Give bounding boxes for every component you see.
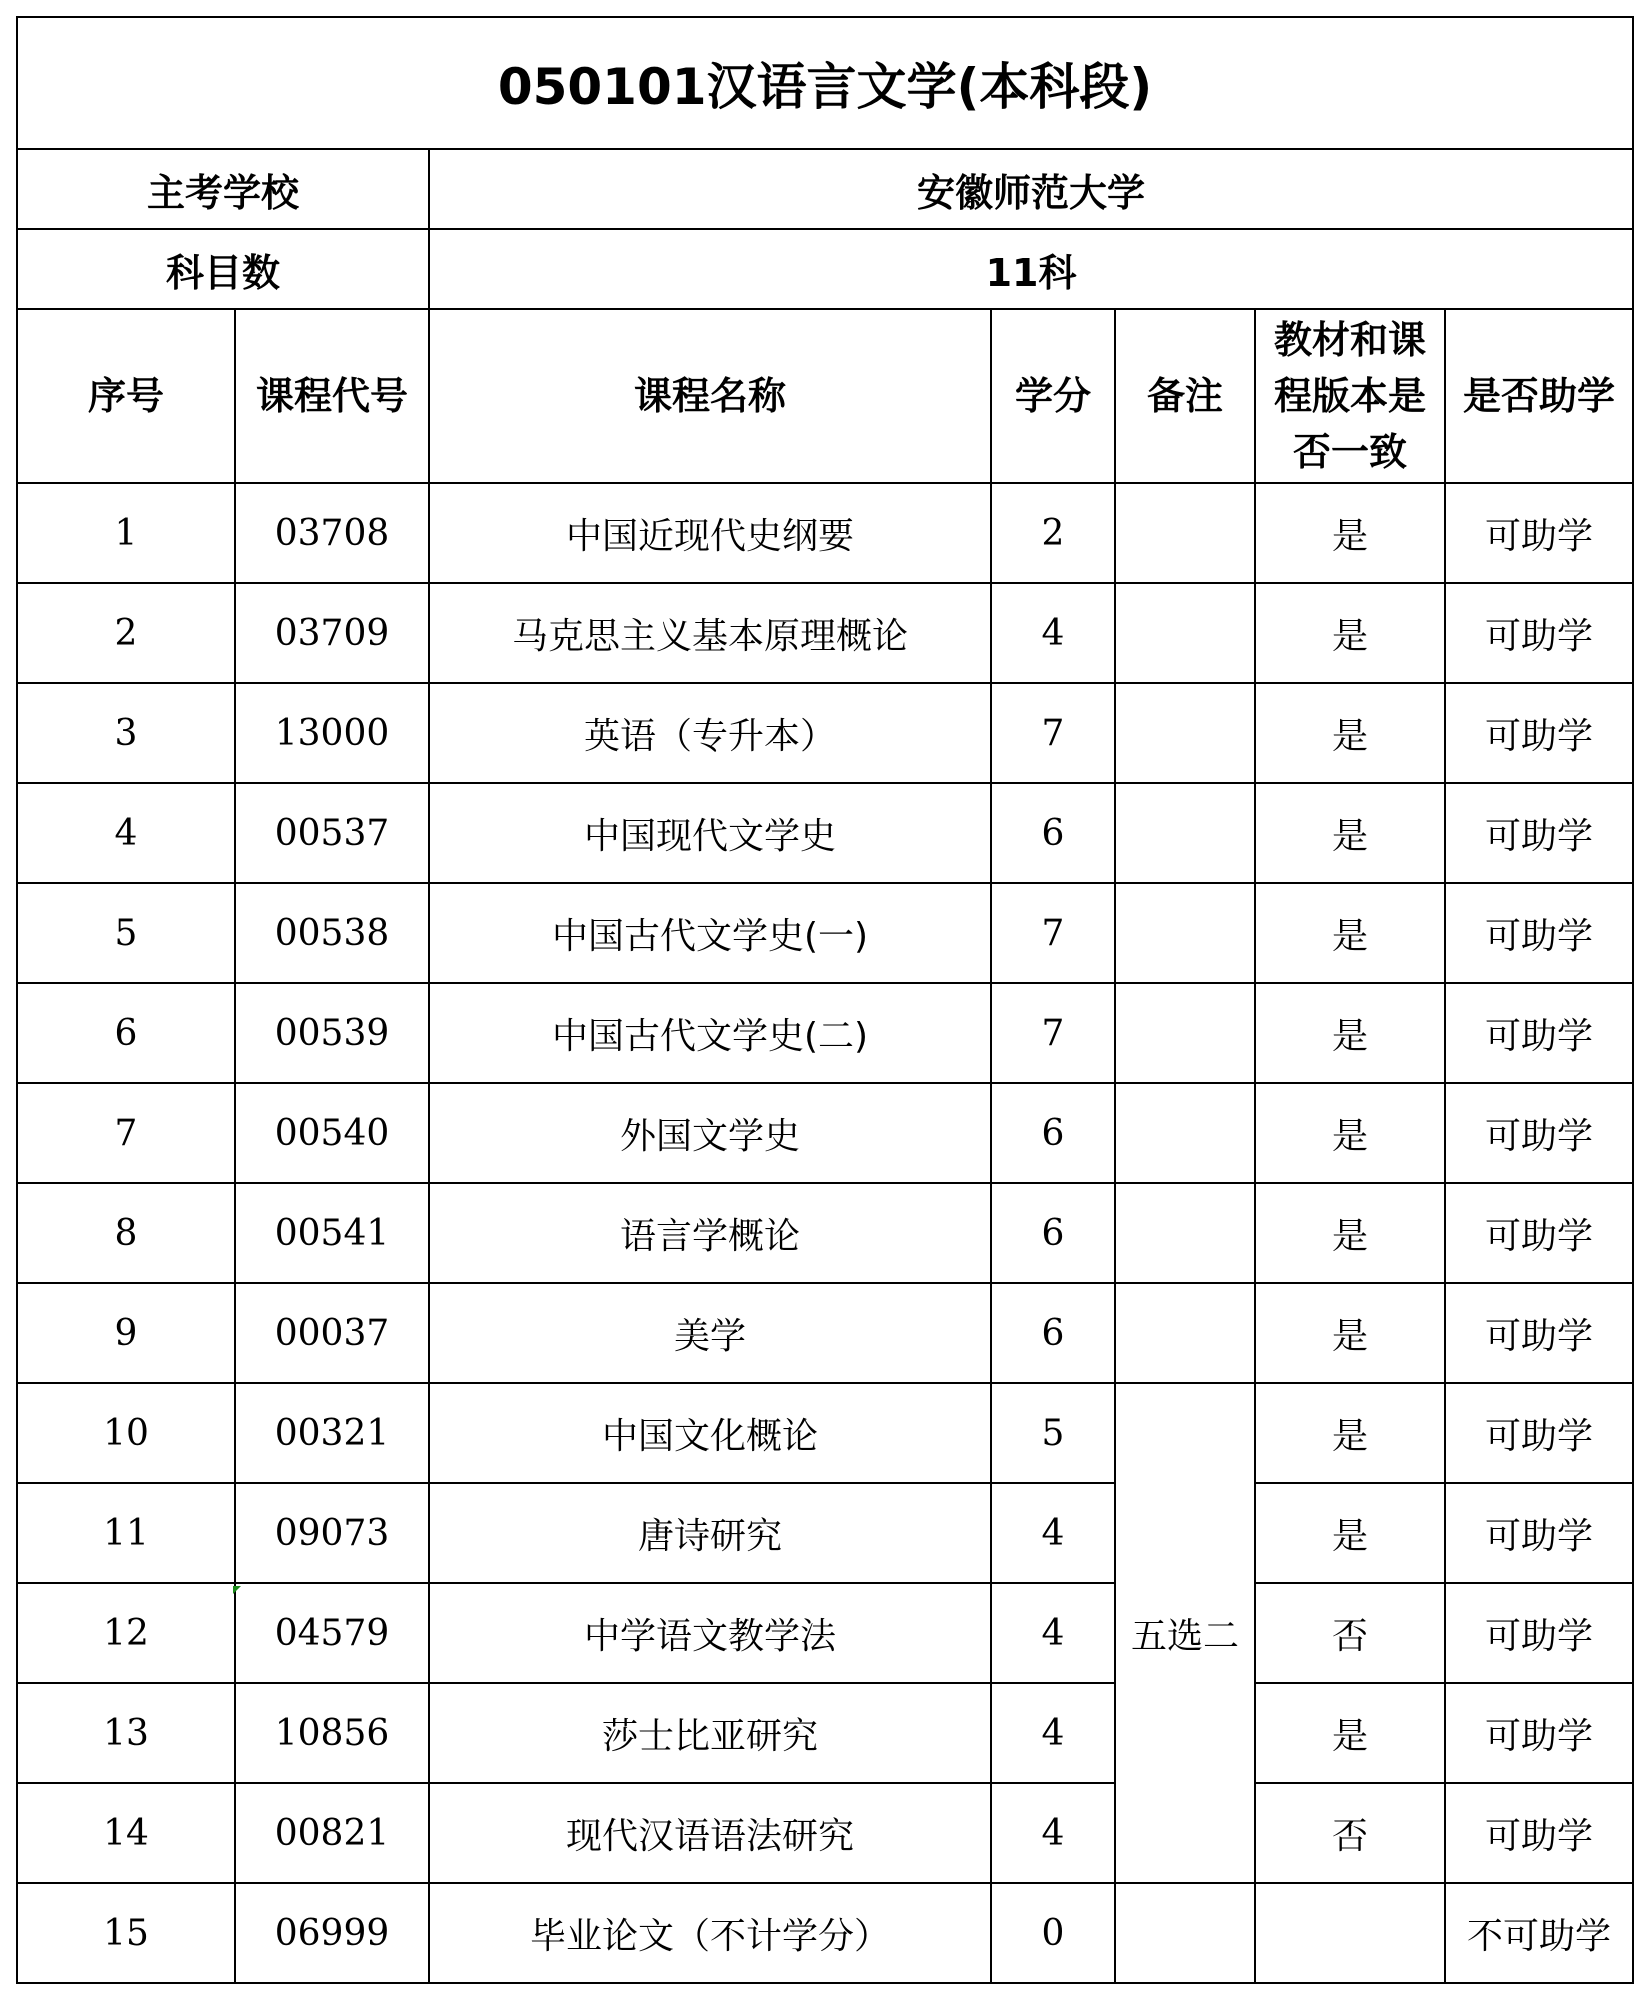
subjects-count-label: 科目数 (17, 229, 429, 309)
row-assist: 可助学 (1445, 783, 1633, 883)
table-row (17, 1483, 1633, 1583)
row-note (1115, 783, 1255, 883)
cell-comment-marker (233, 1586, 241, 1594)
row-credits: 4 (991, 1783, 1115, 1883)
row-consistent: 是 (1255, 883, 1445, 983)
row-course-code: 00539 (235, 983, 429, 1083)
row-assist: 可助学 (1445, 1583, 1633, 1683)
row-course-code: 00037 (235, 1283, 429, 1383)
row-index: 14 (17, 1783, 235, 1883)
row-consistent: 是 (1255, 1283, 1445, 1383)
row-note (1115, 683, 1255, 783)
row-course-code: 00540 (235, 1083, 429, 1183)
row-course-name: 美学 (429, 1283, 991, 1383)
row-course-name: 中国现代文学史 (429, 783, 991, 883)
header-note: 备注 (1115, 309, 1255, 483)
row-credits: 4 (991, 1683, 1115, 1783)
row-consistent: 是 (1255, 683, 1445, 783)
school-value: 安徽师范大学 (429, 149, 1633, 229)
row-consistent: 是 (1255, 1183, 1445, 1283)
row-index: 15 (17, 1883, 235, 1983)
table-row (17, 1383, 1633, 1483)
row-course-code: 04579 (235, 1583, 429, 1683)
school-label: 主考学校 (17, 149, 429, 229)
course-rows (17, 483, 1633, 1983)
row-consistent: 是 (1255, 983, 1445, 1083)
row-credits: 7 (991, 683, 1115, 783)
row-credits: 6 (991, 1283, 1115, 1383)
row-credits: 4 (991, 1583, 1115, 1683)
row-assist: 可助学 (1445, 1783, 1633, 1883)
header-index: 序号 (17, 309, 235, 483)
table-row (17, 583, 1633, 683)
row-assist: 可助学 (1445, 683, 1633, 783)
row-consistent: 否 (1255, 1783, 1445, 1883)
row-course-name: 毕业论文（不计学分） (429, 1883, 991, 1983)
row-course-name: 中国文化概论 (429, 1383, 991, 1483)
table-row (17, 483, 1633, 583)
row-assist: 可助学 (1445, 1183, 1633, 1283)
row-note (1115, 1083, 1255, 1183)
row-index: 8 (17, 1183, 235, 1283)
row-course-code: 00538 (235, 883, 429, 983)
subjects-count-value: 11科 (429, 229, 1633, 309)
row-consistent: 是 (1255, 1683, 1445, 1783)
row-credits: 0 (991, 1883, 1115, 1983)
row-note (1115, 883, 1255, 983)
row-credits: 4 (991, 1483, 1115, 1583)
row-course-name: 中学语文教学法 (429, 1583, 991, 1683)
table-row (17, 1883, 1633, 1983)
curriculum-table (16, 16, 1634, 1984)
header-consistent: 教材和课程版本是否一致 (1255, 309, 1445, 483)
row-course-code: 00321 (235, 1383, 429, 1483)
row-credits: 6 (991, 1083, 1115, 1183)
row-credits: 7 (991, 983, 1115, 1083)
row-course-code: 00541 (235, 1183, 429, 1283)
row-assist: 可助学 (1445, 1383, 1633, 1483)
row-assist: 不可助学 (1445, 1883, 1633, 1983)
header-assist: 是否助学 (1445, 309, 1633, 483)
row-course-code: 00821 (235, 1783, 429, 1883)
row-course-code: 09073 (235, 1483, 429, 1583)
row-index: 9 (17, 1283, 235, 1383)
row-course-code: 10856 (235, 1683, 429, 1783)
row-course-name: 莎士比亚研究 (429, 1683, 991, 1783)
row-consistent (1255, 1883, 1445, 1983)
table-row (17, 1283, 1633, 1383)
row-note (1115, 1883, 1255, 1983)
row-credits: 6 (991, 1183, 1115, 1283)
row-consistent: 是 (1255, 483, 1445, 583)
row-consistent: 否 (1255, 1583, 1445, 1683)
row-assist: 可助学 (1445, 483, 1633, 583)
row-index: 13 (17, 1683, 235, 1783)
header-credits: 学分 (991, 309, 1115, 483)
row-note (1115, 483, 1255, 583)
row-note (1115, 983, 1255, 1083)
row-index: 2 (17, 583, 235, 683)
row-assist: 可助学 (1445, 983, 1633, 1083)
row-assist: 可助学 (1445, 1283, 1633, 1383)
row-assist: 可助学 (1445, 1483, 1633, 1583)
row-assist: 可助学 (1445, 583, 1633, 683)
row-credits: 7 (991, 883, 1115, 983)
row-consistent: 是 (1255, 1083, 1445, 1183)
row-index: 1 (17, 483, 235, 583)
row-index: 5 (17, 883, 235, 983)
table-row (17, 1583, 1633, 1683)
row-course-code: 06999 (235, 1883, 429, 1983)
row-index: 10 (17, 1383, 235, 1483)
row-consistent: 是 (1255, 783, 1445, 883)
elective-note: 五选二 (1115, 1383, 1255, 1883)
row-course-name: 中国古代文学史(二) (429, 983, 991, 1083)
row-course-code: 03708 (235, 483, 429, 583)
row-index: 6 (17, 983, 235, 1083)
row-consistent: 是 (1255, 583, 1445, 683)
table-row (17, 1183, 1633, 1283)
row-consistent: 是 (1255, 1483, 1445, 1583)
header-name: 课程名称 (429, 309, 991, 483)
row-credits: 2 (991, 483, 1115, 583)
table-row (17, 983, 1633, 1083)
table-row (17, 1783, 1633, 1883)
row-assist: 可助学 (1445, 1083, 1633, 1183)
row-index: 4 (17, 783, 235, 883)
row-assist: 可助学 (1445, 1683, 1633, 1783)
row-course-name: 语言学概论 (429, 1183, 991, 1283)
row-note (1115, 1283, 1255, 1383)
row-index: 7 (17, 1083, 235, 1183)
row-course-name: 中国近现代史纲要 (429, 483, 991, 583)
row-course-name: 中国古代文学史(一) (429, 883, 991, 983)
row-course-name: 英语（专升本） (429, 683, 991, 783)
row-course-name: 唐诗研究 (429, 1483, 991, 1583)
row-consistent: 是 (1255, 1383, 1445, 1483)
table-row (17, 1083, 1633, 1183)
table-row (17, 883, 1633, 983)
row-note (1115, 583, 1255, 683)
row-course-code: 13000 (235, 683, 429, 783)
row-course-name: 马克思主义基本原理概论 (429, 583, 991, 683)
row-credits: 6 (991, 783, 1115, 883)
page-title: 050101汉语言文学(本科段) (17, 17, 1633, 149)
row-credits: 4 (991, 583, 1115, 683)
table-row (17, 783, 1633, 883)
row-index: 12 (17, 1583, 235, 1683)
table-row (17, 1683, 1633, 1783)
row-note (1115, 1183, 1255, 1283)
header-code: 课程代号 (235, 309, 429, 483)
row-index: 3 (17, 683, 235, 783)
row-course-name: 外国文学史 (429, 1083, 991, 1183)
table-row (17, 683, 1633, 783)
row-assist: 可助学 (1445, 883, 1633, 983)
row-index: 11 (17, 1483, 235, 1583)
row-credits: 5 (991, 1383, 1115, 1483)
row-course-code: 00537 (235, 783, 429, 883)
row-course-code: 03709 (235, 583, 429, 683)
table-header-row (17, 309, 1633, 483)
row-course-name: 现代汉语语法研究 (429, 1783, 991, 1883)
